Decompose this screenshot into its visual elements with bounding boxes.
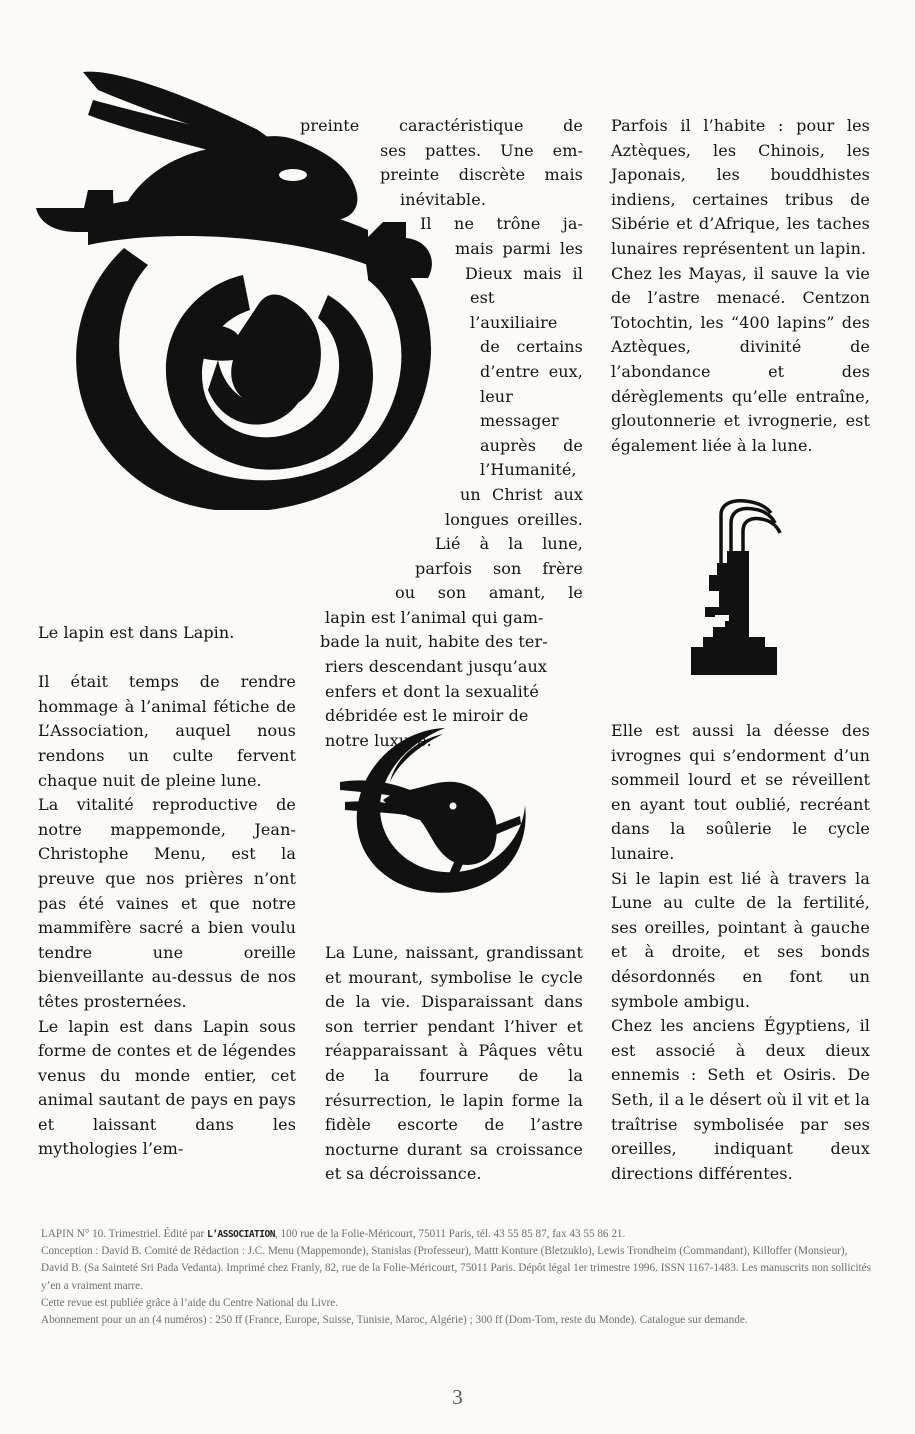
middle-lines: [300, 114, 583, 753]
colophon-line-4: Abonnement pour un an (4 numéros) : 250 ff (France, Europe, Suisse, Tunisie, Maroc, Algérie) ; 300 ff (Dom-Tom, reste du Monde). Catalogue sur demande.: [41, 1314, 748, 1327]
right-column-upper: [611, 114, 870, 458]
left-intro: Le lapin est dans Lapin.: [38, 623, 235, 642]
colophon: [41, 1226, 871, 1329]
middle-line: débridée est le miroir de: [325, 706, 529, 726]
middle-line: Lié à la lune,: [435, 534, 583, 554]
colophon-line-3: Cette revue est publiée grâce à l’aide du Centre National du Livre.: [41, 1296, 338, 1309]
glyph-rabbit-illustration: [685, 495, 795, 685]
middle-line: ou son amant, le: [395, 583, 583, 603]
left-column: [38, 621, 296, 1162]
middle-line: lapin est l’animal qui gam-: [325, 607, 544, 627]
right-column-lower: [611, 719, 870, 1186]
middle-line: parfois son frère: [415, 558, 583, 578]
left-paragraph-2: La vitalité reproductive de notre mappemonde, Jean-Christophe Menu, est la preuve que nos prières n’ont pas été vaines et que notre mammifère sacré a bien voulu tendre une oreille bienveillante au-dessus de nos têtes prosternées.: [38, 795, 296, 1011]
right-paragraph-3: Elle est aussi la déesse des ivrognes qui s’endorment d’un sommeil lourd et se réveillent en ayant tout oublié, recréant dans la soûlerie le cycle lunaire.: [611, 721, 870, 863]
middle-line: preinte caractéristique de: [300, 116, 583, 135]
page-number: 3: [452, 1385, 463, 1409]
middle-line: de certains: [480, 337, 583, 357]
right-paragraph-5: Chez les anciens Égyptiens, il est associé à deux dieux ennemis : Seth et Osiris. De Seth, il a le désert où il vit et la traîtrise symbolisée par ses oreilles, indiquant deux directions différentes.: [611, 1016, 870, 1183]
middle-line: est l’auxiliaire: [470, 288, 558, 332]
right-paragraph-2: Chez les Mayas, il sauve la vie de l’astre menacé. Centzon Totochtin, les “400 lapins” des Aztèques, divinité de l’abondance et des dérèglements qu’elle entraîne, gloutonnerie et ivrognerie, est également liée à la lune.: [611, 263, 870, 455]
middle-line: riers descendant jusqu’aux: [325, 657, 548, 677]
middle-column-upper: [300, 114, 583, 753]
middle-line: l’Humanité,: [480, 460, 577, 480]
middle-column-lower: [325, 941, 583, 1187]
middle-line: bade la nuit, habite des ter-: [320, 632, 548, 652]
middle-line: Dieux mais il: [465, 263, 583, 283]
right-paragraph-4: Si le lapin est lié à travers la Lune au culte de la fertilité, ses oreilles, pointant à gauche et à droite, et ses bonds désordonnés en font un symbole ambigu.: [611, 868, 870, 1011]
middle-line: mais parmi les: [455, 238, 583, 258]
middle-line: un Christ aux: [460, 484, 583, 504]
colophon-line-1: LAPIN N° 10. Trimestriel. Édité par L’ASSOCIATION, 100 rue de la Folie-Méricourt, 75011 Paris, tél. 43 55 85 87, fax 43 55 86 21.: [41, 1228, 626, 1240]
middle-line: preinte discrète mais: [380, 165, 583, 185]
middle-line: d’entre eux,: [480, 361, 583, 381]
left-paragraph-1: Il était temps de rendre hommage à l’animal fétiche de L’Association, auquel nous rendons un culte fervent chaque nuit de pleine lune.: [38, 672, 296, 790]
right-paragraph-1: Parfois il l’habite : pour les Aztèques, les Chinois, les Japonais, les bouddhistes indiens, certaines tribus de Sibérie et d’Afrique, les taches lunaires représentent un lapin.: [611, 116, 870, 258]
middle-line: enfers et dont la sexualité: [325, 681, 539, 701]
colophon-line-2: Conception : David B. Comité de Rédaction : J.C. Menu (Mappemonde), Stanislas (Professeur), Mattt Konture (Bletzuklo), Lewis Trondheim (Commandant), Killoffer (Monsieur), David B. (Sa Sainteté Sri Pada Vedanta). Imprimé chez Franly, 82, rue de la Folie-Méricourt, 75011 Paris. Dépôt légal 1er trimestre 1996. ISSN 1167-1483. Les manuscrits non sollicités y’en a vraiment marre.: [41, 1245, 871, 1292]
middle-line: leur messager: [480, 386, 559, 431]
left-paragraph-3: Le lapin est dans Lapin sous forme de contes et de légendes venus du monde entier, cet animal sautant de pays en pays et laissant dans les mythologies l’em-: [38, 1016, 296, 1159]
middle-line: Il ne trône ja-: [420, 214, 583, 234]
middle-line: inévitable.: [400, 189, 487, 209]
middle-line: ses pattes. Une em-: [380, 140, 583, 160]
middle-line: auprès de: [480, 435, 583, 455]
middle-paragraph-moon: La Lune, naissant, grandissant et mourant, symbolise le cycle de la vie. Disparaissant dans son terrier pendant l’hiver et réapparaissant à Pâques vêtu de la fourrure de la résurrection, le lapin forme la fidèle escorte de l’astre nocturne durant sa croissance et sa décroissance.: [325, 943, 583, 1184]
middle-line: notre luxure.: [325, 730, 432, 750]
middle-line: longues oreilles.: [445, 509, 583, 529]
publisher-logo: L’ASSOCIATION: [207, 1229, 275, 1240]
